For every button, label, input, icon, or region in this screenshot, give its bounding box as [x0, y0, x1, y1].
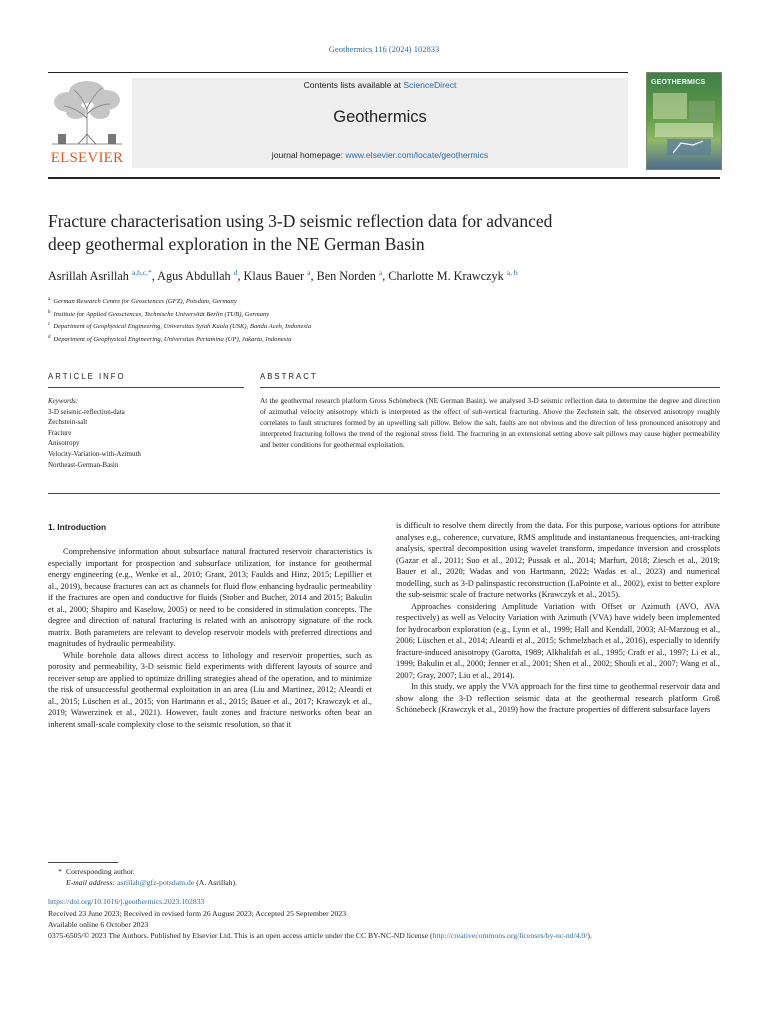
available-line: Available online 6 October 2023	[48, 919, 149, 929]
email-line	[48, 877, 720, 888]
affiliation-sup: d	[48, 334, 51, 340]
body-paragraph: Comprehensive information about subsurface natural fractured reservoir characteristics is especially important for prospection and subsurface utilization, for instance for geothermal energy engineering (e.g., Wenke et al., 2010; Grant, 2013; Faulds and Hinz, 2015; Lepillier et al., 2019), because fractures can act as channels for fluid flow enhancing hydraulic permeability if the fractures are open and conductive for fluids (Stober and Bucher, 2014 and 2015; Bakulin et al., 2000; Shapiro and Kaselow, 2005) or need to be considered in stimulation concepts. The degree and direction of natural fracturing is related with an anisotropy signature of the rock matrix. Both parameters are relevant to develop reservoir models with preferred directions and magnitudes of hydraulic permeability.	[48, 547, 372, 648]
contents-line	[132, 80, 628, 90]
author-list	[48, 268, 720, 284]
author-name[interactable]: Agus Abdullah	[157, 269, 231, 283]
affiliation-sup: c	[48, 322, 51, 328]
license-link[interactable]: http://creativecommons.org/licenses/by-nc-nd/4.0/	[432, 931, 588, 941]
author-affiliation-sup[interactable]: a	[378, 268, 383, 277]
elsevier-wordmark: ELSEVIER	[50, 150, 124, 166]
affiliation-text: Department of Geophysical Engineering, Universitas Pertamina (UP), Jakarta, Indonesia	[53, 335, 292, 343]
footnotes	[48, 866, 720, 941]
abstract-bottom-rule	[48, 493, 720, 494]
affiliation-item	[48, 320, 720, 333]
abstract-rule	[260, 387, 720, 388]
affiliation-text: Department of Geophysical Engineering, Universitas Syiah Kuala (USK), Banda Aceh, Indonesia	[53, 323, 312, 331]
keyword-item: Velocity-Variation-with-Azimuth	[48, 449, 141, 458]
abstract-heading: ABSTRACT	[260, 372, 318, 381]
body-paragraph: is difficult to resolve them directly from the data. For this purpose, various options for attribute analyses e.g., coherence, curvature, RMS amplitude and instantaneous frequencies, ant-tracking analysis, spectral decomposition using wavelet transform, impedance inversion and crossplots (Gazar et al., 2011; Suo et al., 2012; Pussak et al., 2014; Marfurt, 2018; Ziesch et al., 2019; Bauer et al., 2020; Wadas and von Hartmann, 2022; Wadas et al., 2023) and numerical modelling, such as 3-D palinspastic reconstruction (LaPointe et al., 2002), exist to better explore the sub-seismic scale of fracture networks (Krawczyk et al., 2015).	[396, 521, 720, 599]
footnote-star: *	[58, 867, 62, 876]
article-title-line-1: Fracture characterisation using 3-D seismic reflection data for advanced	[48, 211, 553, 231]
received-line: Received 23 June 2023; Received in revised form 26 August 2023; Accepted 25 September 2023	[48, 908, 347, 918]
header-bottom-rule	[48, 177, 720, 179]
article-title-line-2: deep geothermal exploration in the NE German Basin	[48, 234, 425, 254]
affiliation-text: German Research Centre for Geosciences (GFZ), Potsdam, Germany	[53, 298, 237, 305]
author-name[interactable]: Asrillah Asrillah	[48, 269, 129, 283]
body-column-right	[396, 520, 720, 716]
author-affiliation-sup[interactable]: a, b	[506, 268, 518, 277]
body-paragraph: While borehole data allows direct access to lithology and reservoir properties, such as porosity and permeability, 3-D seismic field experiments with different layouts of source and receiver setup are applied to optimize drilling strategies ahead of the operation, and to minimize the risk of unsuccessful geothermal exploitation in an area (Liu and Martinez, 2012; Aleardi et al., 2015; Lüschen et al., 2015; von Hartmann et al., 2015; Bauer et al., 2017; Krawczyk et al., 2019; Wawerzinek et al., 2021). However, fault zones and fracture networks often bear an inherent small-scale complexity close to the seismic resolution, so that it	[48, 650, 372, 729]
journal-header-box	[132, 78, 628, 168]
affiliation-text: Institute for Applied Geosciences, Technische Universität Berlin (TUB), Germany	[53, 310, 270, 318]
license-prefix: 0375-6505/© 2023 The Authors. Published by Elsevier Ltd. This is an open access article under the CC BY-NC-ND license (	[48, 931, 433, 941]
cover-title: GEOTHERMICS	[651, 79, 706, 86]
keyword-item: Fracture	[48, 428, 72, 437]
abstract-text: At the geothermal research platform Gross Schönebeck (NE German Basin), we analysed 3-D seismic reflection data to determine the degree and direction of azimuthal velocity anisotropy which is interpreted as the effect of sub-vertical fracturing. Above the Zechstein salt, the observed anisotropy roughly correlates to fault structures formed by an upwelling salt pillow. Below the salt, faults are not obvious and the direction of less pronounced anisotropy and interpreted fracturing follows the trend of the regional stress field. The fracturing in an extensional setting above salt pillows may cause higher permeability and better conditions for geothermal exploitation.	[260, 396, 720, 449]
author-separator: ,	[310, 269, 317, 283]
body-column-left	[48, 546, 372, 730]
email-label: E-mail address:	[66, 878, 116, 888]
keyword-item: 3-D seismic-reflection-data	[48, 407, 125, 416]
header-top-rule	[48, 72, 628, 73]
doi-link[interactable]: https://doi.org/10.1016/j.geothermics.2023.102833	[48, 897, 205, 907]
article-info-heading: ARTICLE INFO	[48, 372, 126, 381]
journal-homepage-link[interactable]: www.elsevier.com/locate/geothermics	[345, 150, 489, 160]
author-affiliation-sup[interactable]: d	[233, 268, 238, 277]
keyword-item: Zechstein-salt	[48, 418, 88, 427]
author-name[interactable]: Klaus Bauer	[243, 269, 305, 283]
affiliation-item	[48, 295, 720, 308]
journal-cover-thumbnail	[646, 72, 722, 170]
author-separator: ,	[237, 269, 244, 283]
keywords-label: Keywords:	[48, 397, 79, 405]
email-link[interactable]: asrillah@gfz-potsdam.de	[116, 878, 195, 888]
section-heading-introduction: 1. Introduction	[48, 522, 107, 532]
author-separator: ,	[382, 269, 389, 283]
homepage-line	[132, 150, 628, 160]
keyword-item: Anisotropy	[48, 439, 80, 448]
homepage-prefix: journal homepage:	[271, 150, 346, 160]
author-name[interactable]: Ben Norden	[316, 269, 376, 283]
doi-line	[48, 896, 720, 907]
contents-prefix: Contents lists available at	[303, 80, 404, 90]
author-affiliation-sup[interactable]: a,b,c,*	[131, 268, 152, 277]
affiliation-sup: b	[48, 309, 51, 315]
journal-title: Geothermics	[333, 108, 427, 126]
sciencedirect-link[interactable]: ScienceDirect	[403, 80, 457, 90]
author-separator: ,	[151, 269, 158, 283]
affiliation-sup: a	[48, 297, 51, 302]
email-suffix: (A. Asrillah).	[194, 878, 237, 888]
affiliation-list	[48, 295, 720, 345]
affiliation-item	[48, 333, 720, 346]
author-affiliation-sup[interactable]: a	[307, 268, 311, 277]
license-suffix: ).	[587, 931, 592, 941]
journal-reference[interactable]: Geothermics 116 (2024) 102833	[328, 44, 440, 54]
article-title	[48, 210, 668, 256]
body-paragraph: In this study, we apply the VVA approach for the first time to geothermal reservoir data and show along the 3-D reflection seismic data at the geothermal research platform Groß Schönebeck (Krawczyk et al., 2019) how the fracture properties of different subsurface layers	[396, 682, 720, 714]
affiliation-item	[48, 308, 720, 321]
keyword-item: Northeast-German-Basin	[48, 460, 119, 469]
license-line	[48, 930, 720, 941]
footnote-rule	[48, 862, 118, 863]
cover-art-icon	[647, 73, 721, 169]
keywords-block	[48, 396, 244, 470]
body-paragraph: Approaches considering Amplitude Variation with Offset or Azimuth (AVO, AVA respectively) as well as Velocity Variation with Azimuth (VVA) have widely been implemented for hydrocarbon exploration (e.g., Lynn et al., 1999; Hall and Kendall, 2003; Al-Marzoug et al., 2006; Lüschen et al., 2014; Aleardi et al., 2015; Schmelzbach et al., 2016), especially to identify fracture-induced anisotropy (Garotta, 1989; Alkhalifah et al., 1995; Craft et al., 1997; Li et al., 1999; Bakulin et al., 2000; Jenner et al., 2001; Shen et al., 2002; Shouli et al., 2007; Wang et al., 2007; Gray, 2007; Liu et al., 2014).	[396, 601, 720, 680]
article-info-rule	[48, 387, 244, 388]
corresponding-author-note	[48, 866, 720, 877]
author-name[interactable]: Charlotte M. Krawczyk	[388, 269, 504, 283]
corresponding-author-text: Corresponding author.	[66, 867, 135, 876]
